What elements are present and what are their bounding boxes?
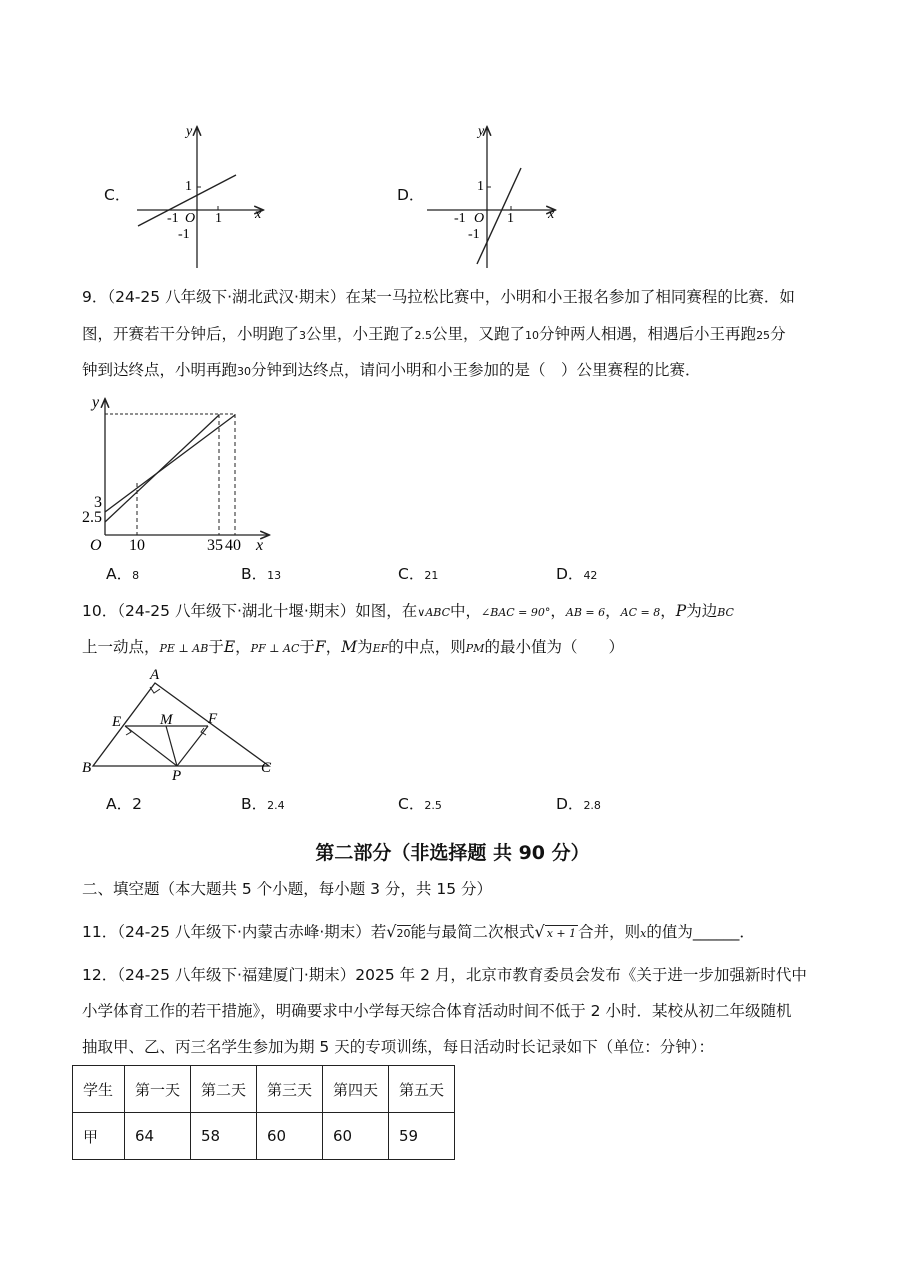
table-cell: 59 [389,1113,455,1160]
q10-line-1: 10．（24-25 八年级下·湖北十堰·期末）如图，在∨ABC中，∠BAC = 90°，AB = 6，AC = 8，P为边BC [82,602,734,620]
label-p: P [172,768,182,784]
label-e: E [112,714,122,730]
y-axis-label: y [92,394,100,411]
option-d-label: D． [397,186,425,204]
tick-x-1: 1 [507,211,514,226]
y-axis-label: y [186,124,193,139]
right-angle-e [126,728,131,735]
q10-option-a[interactable]: A．2 [106,795,142,813]
tick-10: 10 [129,537,145,554]
q9-line-1: 9．（24-25 八年级下·湖北武汉·期末）在某一马拉松比赛中，小明和小王报名参加了相同赛程的比赛．如 [82,288,795,306]
table-cell: 58 [191,1113,257,1160]
table-row [73,1113,455,1160]
sqrt-icon: √ [386,922,397,941]
q9-line-3: 钟到达终点，小明再跑30分钟到达终点，请问小明和小王参加的是（ ）公里赛程的比赛． [82,361,701,379]
q11-line: 11．（24-25 八年级下·内蒙古赤峰·期末）若√20能与最简二次根式√ x + 1 合并，则x的值为______． [82,922,755,941]
tick-y-neg1: -1 [468,227,480,242]
graph-c [130,118,280,273]
tick-y-2.5: 2.5 [82,509,102,526]
table-header-cell: 第五天 [389,1066,455,1113]
table-cell: 60 [323,1113,389,1160]
tick-y-neg1: -1 [178,227,190,242]
table-header-cell: 第一天 [125,1066,191,1113]
x-axis-label: x [548,207,555,222]
x-axis-label: x [256,537,264,554]
segment-pm [166,726,177,766]
q12-line-2: 小学体育工作的若干措施》，明确要求中小学每天综合体育活动时间不低于 2 小时．某校从初二年级随机 [82,1002,792,1020]
table-header-row [73,1066,455,1113]
label-m: M [160,712,173,728]
table-header-cell: 第二天 [191,1066,257,1113]
q9-option-c[interactable]: C．21 [398,565,439,583]
tick-x-1: 1 [215,211,222,226]
table-header-cell: 第四天 [323,1066,389,1113]
label-b: B [82,760,92,776]
q9-graph [78,390,278,555]
table-cell: 60 [257,1113,323,1160]
q9-option-a[interactable]: A．8 [106,565,140,583]
table-header-cell: 学生 [73,1066,125,1113]
tick-x-neg1: -1 [167,211,179,226]
tick-y-1: 1 [477,179,484,194]
q12-line-3: 抽取甲、乙、丙三名学生参加为期 5 天的专项训练，每日活动时长记录如下（单位：分钟）： [82,1038,714,1056]
origin-label: O [474,211,485,226]
option-c-label: C． [104,186,131,204]
line-xiaoming [105,415,235,512]
q10-option-d[interactable]: D．2.8 [556,795,601,813]
line-xiaowang [105,415,219,522]
section2-heading: 二、填空题（本大题共 5 个小题，每小题 3 分，共 15 分） [82,880,493,898]
origin-label: O [185,211,196,226]
table-cell: 甲 [73,1113,125,1160]
q10-figure [80,665,280,785]
y-axis-label: y [478,124,485,139]
sqrt-icon: √ [534,922,545,941]
label-c: C [261,760,272,776]
q12-line-1: 12．（24-25 八年级下·福建厦门·期末）2025 年 2 月，北京市教育委员会发布《关于进一步加强新时代中 [82,966,807,984]
tick-x-neg1: -1 [454,211,466,226]
tick-y-3: 3 [94,494,102,511]
x-axis-label: x [255,207,262,222]
part2-title: 第二部分（非选择题 共 90 分） [315,842,590,864]
q9-option-b[interactable]: B．13 [241,565,282,583]
segment-pe [125,726,177,766]
label-a: A [150,667,160,683]
q9-option-d[interactable]: D．42 [556,565,598,583]
q10-option-c[interactable]: C．2.5 [398,795,442,813]
tick-35: 35 [207,537,223,554]
table-cell: 64 [125,1113,191,1160]
q9-line-2: 图，开赛若干分钟后，小明跑了3公里，小王跑了2.5公里，又跑了10分钟两人相遇，相遇后小王再跑25分 [82,325,786,343]
table-header-cell: 第三天 [257,1066,323,1113]
q10-line-2: 上一动点，PE ⊥ AB于E，PF ⊥ AC于F，M为EF的中点，则PM的最小值为（ ） [82,638,624,656]
q12-table [72,1065,455,1160]
q10-option-b[interactable]: B．2.4 [241,795,285,813]
label-f: F [208,711,218,727]
tick-y-1: 1 [185,179,192,194]
graph-d [420,118,570,273]
tick-40: 40 [225,537,241,554]
origin-label: O [90,537,102,554]
segment-pf [177,726,208,766]
